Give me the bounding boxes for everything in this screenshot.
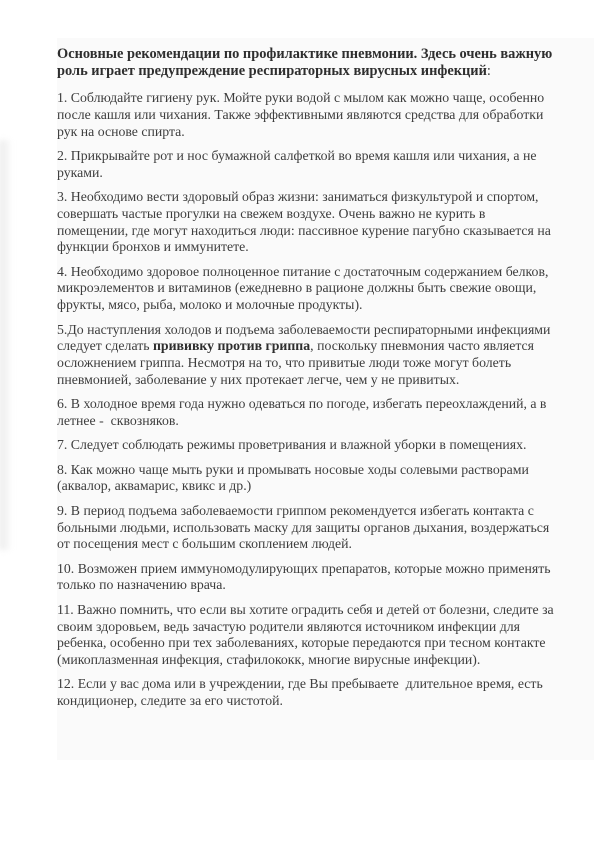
flu-vaccine-bold-phrase: прививку против гриппа [152, 338, 311, 354]
document-title [57, 46, 558, 80]
recommendation-5-before: 5.До наступления холодов и подъема заболеваемости респираторными инфекциями следует сделать [57, 321, 554, 354]
recommendation-5 [57, 322, 558, 389]
recommendation-5-after: , поскольку пневмония часто является осложнением гриппа. Несмотря на то, что привитые люди тоже могут болеть пневмонией, заболевание у них протекает легче, чем у не привитых. [57, 338, 538, 387]
recommendation-2: 2. Прикрывайте рот и нос бумажной салфеткой во время кашля или чихания, а не руками. [57, 147, 540, 180]
document-title-colon: : [486, 63, 491, 79]
recommendation-8: 8. Как можно чаще мыть руки и промывать носовые ходы солевыми растворами (аквалор, аквамарис, квикс и др.) [57, 461, 533, 494]
document-body [57, 38, 558, 710]
document-title-text: Основные рекомендации по профилактике пневмонии. Здесь очень важную роль играет предупреждение респираторных вирусных инфекций [57, 46, 556, 79]
recommendation-4: 4. Необходимо здоровое полноценное питание с достаточным содержанием белков, микроэлементов и витаминов (ежедневно в рационе должны быть свежие овощи, фрукты, мясо, рыба, молоко и молочные продукты). [57, 263, 552, 313]
recommendation-6: 6. В холодное время года нужно одеваться по погоде, избегать переохлаждений, а в летнее - сквозняков. [57, 396, 550, 429]
recommendation-10: 10. Возможен прием иммуномодулирующих препаратов, которые можно применять только по назначению врача. [57, 560, 554, 593]
recommendation-7: 7. Следует соблюдать режимы проветривания и влажной уборки в помещениях. [57, 437, 527, 453]
recommendation-3: 3. Необходимо вести здоровый образ жизни: заниматься физкультурой и спортом, совершать частые прогулки на свежем воздухе. Очень важно не курить в помещении, где могут находиться люди: пассивное курение пагубно сказывается на функции бронхов и иммунитете. [57, 188, 555, 255]
recommendation-11: 11. Важно помнить, что если вы хотите оградить себя и детей от болезни, следите за своим здоровьем, ведь зачастую родители являются источником инфекции для ребенка, особенно при тех заболеваниях, которые передаются при тесном контакте (микоплазменная инфекция, стафилококк, многие вирусные инфекции). [57, 601, 558, 668]
recommendation-12: 12. Если у вас дома или в учреждении, где Вы пребываете длительное время, есть кондиционер, следите за его чистотой. [57, 676, 547, 709]
recommendation-1: 1. Соблюдайте гигиену рук. Мойте руки водой с мылом как можно чаще, особенно после кашля или чихания. Также эффективными являются средства для обработки рук на основе спирта. [57, 90, 548, 139]
recommendation-9: 9. В период подъема заболеваемости гриппом рекомендуется избегать контакта с больными людьми, использовать маску для защиты органов дыхания, воздержаться от посещения мест с большим скоплением людей. [57, 502, 553, 552]
page-edge-shadow [0, 140, 12, 550]
scanned-text-region [57, 38, 594, 760]
